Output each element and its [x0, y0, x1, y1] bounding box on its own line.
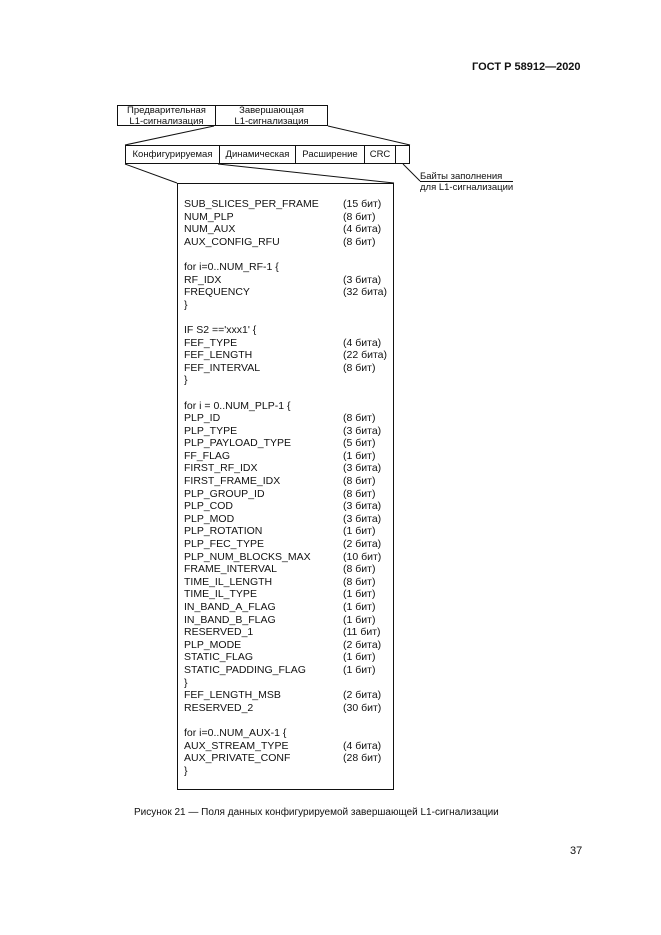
field-row — [184, 765, 394, 778]
extension-label: Расширение — [302, 149, 358, 160]
field-row — [184, 337, 394, 350]
field-name: FIRST_RF_IDX — [184, 462, 258, 475]
field-row — [184, 362, 394, 375]
field-name: PLP_MOD — [184, 512, 235, 525]
field-row — [184, 412, 394, 425]
field-row — [184, 374, 394, 387]
field-name: FEF_TYPE — [184, 336, 238, 349]
field-row — [184, 614, 394, 627]
field-name: FEF_INTERVAL — [184, 361, 261, 374]
field-bits: (1 бит) — [343, 449, 376, 462]
field-bits: (4 бита) — [343, 223, 382, 236]
field-row — [184, 299, 394, 312]
field-name: IF S2 =='xxx1' { — [184, 323, 257, 336]
field-row — [184, 551, 394, 564]
field-row — [184, 588, 394, 601]
field-bits: (3 бита) — [343, 500, 382, 513]
field-row — [184, 450, 394, 463]
field-name: PLP_NUM_BLOCKS_MAX — [184, 550, 311, 563]
field-row — [184, 236, 394, 249]
field-row — [184, 639, 394, 652]
field-bits: (8 бит) — [343, 210, 376, 223]
field-name: for i = 0..NUM_PLP-1 { — [184, 399, 291, 412]
field-bits: (8 бит) — [343, 412, 376, 425]
field-row — [184, 714, 394, 727]
field-bits: (8 бит) — [343, 487, 376, 500]
field-name: FREQUENCY — [184, 286, 250, 299]
field-bits: (15 бит) — [343, 198, 382, 210]
padding-note-line2: для L1-сигнализации — [420, 182, 514, 193]
field-row — [184, 576, 394, 589]
connector-post-right — [328, 126, 410, 145]
field-name: for i=0..NUM_RF-1 { — [184, 260, 279, 273]
field-bits: (1 бит) — [343, 601, 376, 613]
field-bits: (28 бит) — [343, 752, 382, 765]
field-row — [184, 601, 394, 614]
field-row — [184, 525, 394, 538]
dynamic-label: Динамическая — [225, 149, 290, 160]
field-row — [184, 311, 394, 324]
configurable-label: Конфигурируемая — [132, 149, 213, 160]
field-bits: (2 бита) — [343, 689, 382, 702]
field-bits: (3 бита) — [343, 424, 382, 437]
crc-label: CRC — [369, 149, 391, 160]
field-bits: (32 бита) — [343, 286, 387, 299]
field-bits: (3 бита) — [343, 273, 382, 286]
field-name: AUX_STREAM_TYPE — [184, 739, 289, 752]
field-bits: (4 бита) — [343, 739, 382, 752]
field-name: FF_FLAG — [184, 449, 231, 462]
field-bits: (22 бита) — [343, 349, 387, 362]
field-bits: (30 бит) — [343, 701, 382, 714]
field-row — [184, 324, 394, 337]
field-name: FIRST_FRAME_IDX — [184, 475, 281, 488]
field-name: FEF_LENGTH_MSB — [184, 689, 281, 702]
field-name: PLP_TYPE — [184, 424, 238, 437]
connector-post-left — [125, 126, 214, 145]
field-name: STATIC_FLAG — [184, 651, 254, 664]
field-row — [184, 211, 394, 224]
field-list — [184, 198, 394, 777]
figure-caption: Рисунок 21 — Поля данных конфигурируемой завершающей L1-сигнализации — [134, 807, 499, 818]
field-name: TIME_IL_TYPE — [184, 588, 257, 601]
field-name: PLP_COD — [184, 500, 234, 513]
field-name: AUX_CONFIG_RFU — [184, 235, 280, 248]
field-row — [184, 387, 394, 400]
field-bits: (1 бит) — [343, 613, 376, 626]
field-name: } — [184, 374, 188, 387]
field-name: PLP_PAYLOAD_TYPE — [184, 437, 291, 450]
field-row — [184, 740, 394, 753]
field-row — [184, 437, 394, 450]
field-bits: (8 бит) — [343, 575, 376, 588]
field-name: NUM_AUX — [184, 223, 236, 236]
field-name: SUB_SLICES_PER_FRAME — [184, 198, 319, 210]
field-row — [184, 626, 394, 639]
field-name: TIME_IL_LENGTH — [184, 575, 273, 588]
field-row — [184, 223, 394, 236]
field-name: RF_IDX — [184, 273, 222, 286]
field-row — [184, 689, 394, 702]
field-row — [184, 702, 394, 715]
field-bits: (1 бит) — [343, 663, 376, 676]
field-row — [184, 462, 394, 475]
field-row — [184, 651, 394, 664]
field-name: } — [184, 764, 188, 777]
field-bits: (3 бита) — [343, 512, 382, 525]
padding-note-line1: Байты заполнения — [420, 171, 503, 182]
field-row — [184, 727, 394, 740]
field-bits: (8 бит) — [343, 361, 376, 374]
field-name: for i=0..NUM_AUX-1 { — [184, 726, 287, 739]
field-row — [184, 198, 394, 211]
field-row — [184, 488, 394, 501]
field-row — [184, 752, 394, 765]
field-row — [184, 500, 394, 513]
field-name: AUX_PRIVATE_CONF — [184, 752, 291, 765]
field-bits: (1 бит) — [343, 588, 376, 601]
field-bits: (8 бит) — [343, 475, 376, 488]
field-row — [184, 349, 394, 362]
field-name: PLP_GROUP_ID — [184, 487, 265, 500]
field-bits: (8 бит) — [343, 235, 376, 248]
field-row — [184, 677, 394, 690]
field-row — [184, 261, 394, 274]
field-row — [184, 475, 394, 488]
field-bits: (3 бита) — [343, 462, 382, 475]
field-name: IN_BAND_B_FLAG — [184, 613, 276, 626]
pre-signalling-line1: Предварительная — [127, 104, 206, 116]
field-name: IN_BAND_A_FLAG — [184, 601, 276, 613]
field-bits: (8 бит) — [343, 563, 376, 576]
field-row — [184, 664, 394, 677]
field-name: PLP_FEC_TYPE — [184, 538, 264, 551]
field-name: STATIC_PADDING_FLAG — [184, 663, 306, 676]
field-row — [184, 248, 394, 261]
post-signalling-line2: L1-сигнализация — [234, 115, 309, 127]
padding-pointer-line — [403, 164, 420, 181]
field-bits: (10 бит) — [343, 550, 382, 563]
field-row — [184, 513, 394, 526]
field-name: PLP_ID — [184, 412, 221, 425]
field-row — [184, 563, 394, 576]
pre-signalling-line2: L1-сигнализация — [129, 115, 204, 127]
connector-config-right — [218, 164, 394, 183]
field-bits: (1 бит) — [343, 525, 376, 538]
field-name: FEF_LENGTH — [184, 349, 253, 362]
field-row — [184, 286, 394, 299]
field-bits: (11 бит) — [343, 626, 381, 639]
page-number: 37 — [570, 845, 583, 857]
field-name: PLP_ROTATION — [184, 525, 263, 538]
field-row — [184, 400, 394, 413]
field-bits: (2 бита) — [343, 638, 382, 651]
standard-number: ГОСТ Р 58912—2020 — [472, 61, 581, 73]
field-name: FRAME_INTERVAL — [184, 563, 277, 576]
field-bits: (2 бита) — [343, 538, 382, 551]
field-bits: (1 бит) — [343, 651, 376, 664]
field-bits: (5 бит) — [343, 437, 376, 450]
field-name: PLP_MODE — [184, 638, 242, 651]
field-row — [184, 274, 394, 287]
field-row — [184, 538, 394, 551]
field-name: RESERVED_2 — [184, 701, 254, 714]
connector-config-left — [125, 164, 177, 183]
field-name: } — [184, 298, 188, 311]
field-name: } — [184, 676, 188, 689]
field-bits: (4 бита) — [343, 336, 382, 349]
field-row — [184, 425, 394, 438]
field-name: NUM_PLP — [184, 210, 234, 223]
post-signalling-line1: Завершающая — [239, 104, 304, 116]
field-name: RESERVED_1 — [184, 626, 254, 639]
